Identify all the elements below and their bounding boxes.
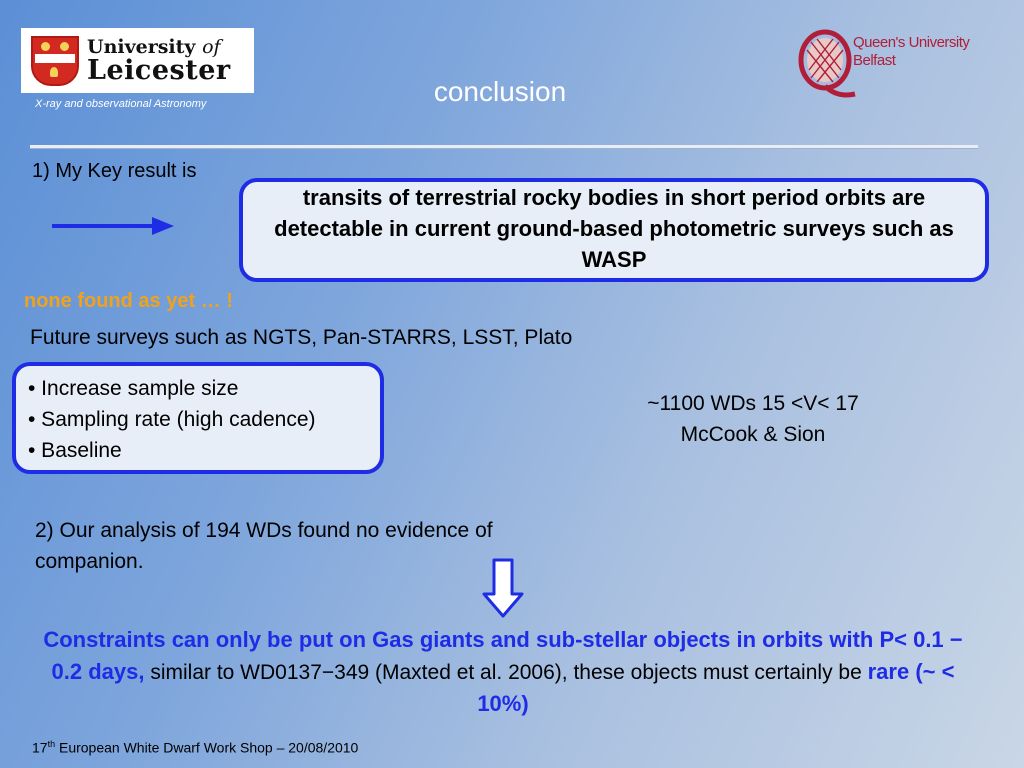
future-surveys-text: Future surveys such as NGTS, Pan-STARRS, LSST, Plato [30,326,573,349]
wd-sample-note [603,388,903,450]
queens-university-belfast-logo [797,28,997,102]
logo-text-university: University [87,35,196,58]
slide-title: conclusion [433,76,567,107]
none-found-text: none found as yet … ! [24,290,233,312]
bullet-item: • Baseline [28,439,122,462]
constraints-plain: similar to WD0137−349 (Maxted et al. 2006), these objects must certainly be [144,661,868,684]
analysis-text: 2) Our analysis of 194 WDs found no evidence of companion. [35,519,493,573]
qub-q-icon [797,28,859,100]
footer [32,739,358,756]
qub-name-line1: Queen's University [853,34,970,51]
qub-name-line2: Belfast [853,52,896,69]
bullet-item: • Sampling rate (high cadence) [28,408,316,431]
header-divider [30,145,978,149]
key-result-text: transits of terrestrial rocky bodies in short period orbits are detectable in current ground-based photometric surveys such as WASP [274,184,954,272]
constraints-comma: , [138,659,145,684]
key-result-label: 1) My Key result is [32,160,197,182]
logo-text-of: of [202,35,221,58]
header-subtitle: X-ray and observational Astronomy [35,98,207,110]
arrow-down-icon [482,558,524,618]
wd-count-text: ~1100 WDs 15 <V< 17 [647,392,859,415]
requirements-box [12,362,384,474]
footer-text: European White Dwarf Work Shop – 20/08/2010 [55,739,359,756]
footer-ordinal: th [47,739,56,749]
key-result-box [239,178,989,282]
bullet-item: • Increase sample size [28,377,239,400]
constraints-highlight: Constraints can only be put on Gas giants and sub-stellar objects in orbits with P< 0.1 − 0.2 days [43,627,963,684]
wd-reference-text: McCook & Sion [680,423,826,446]
logo-text-leicester: Leicester [87,54,231,86]
constraints-rare: rare (~ < 10%) [477,659,955,716]
footer-number: 17 [32,739,48,756]
constraints-text [40,624,966,720]
arrow-right-icon [52,215,174,237]
